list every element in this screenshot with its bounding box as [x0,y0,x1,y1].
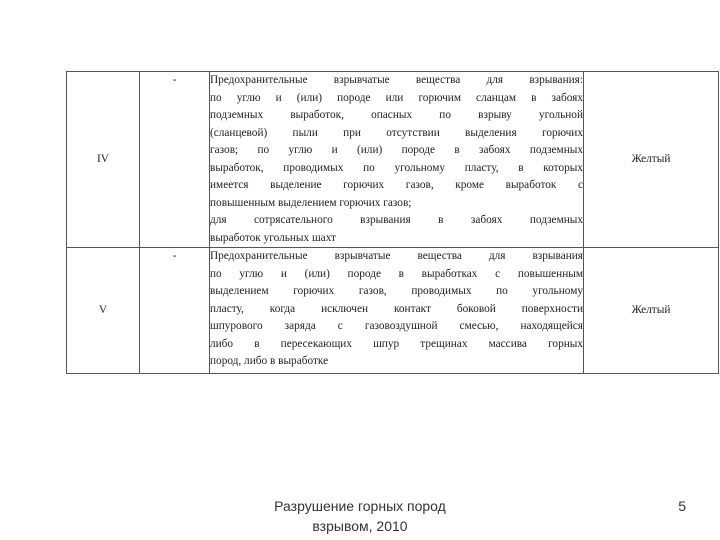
description-line: выделением горючих газов, проводимых по угольному [210,285,583,297]
marker-cell: - [140,248,210,374]
description-line: по углю и (или) породе в выработках с повышенным [210,267,583,280]
description-line: пород, либо в выработке [210,355,329,367]
description-line: (сланцевой) пыли при отсутствии выделения горючих [210,126,583,139]
description-line: газов; по углю и (или) породе в забоях подземных [210,144,583,156]
description-line: Предохранительные взрывчатые вещества для взрывания: [210,74,583,86]
description-line: пласту, когда исключен контакт боковой поверхности [210,302,583,315]
marking-color-cell: Желтый [584,72,719,248]
explosives-class-table [66,71,719,374]
description-line: шпурового заряда с газовоздушной смесью, находящейся [210,320,583,332]
marking-color-cell: Желтый [584,248,719,374]
application-description [210,72,584,248]
description-line: выработок угольных шахт [210,231,336,244]
marker-cell: - [140,72,210,248]
description-line: Предохранительные взрывчатые вещества для взрывания [210,250,583,262]
footer-subtitle: взрывом, 2010 [312,518,408,534]
hazard-class-cell: IV [67,72,140,248]
footer-title: Разрушение горных пород [274,498,446,514]
description-line: либо в пересекающих шпур трещинах массива горных [210,337,583,350]
page-number: 5 [678,498,686,514]
hazard-class-cell: V [67,248,140,374]
table-row [67,248,719,374]
application-description [210,248,584,374]
slide-footer [250,496,470,536]
description-line: для сотрясательного взрывания в забоях подземных [210,214,583,226]
description-line: подземных выработок, опасных по взрыву угольной [210,109,583,121]
description-line: повышенным выделением горючих газов; [210,196,412,209]
description-line: по углю и (или) породе или горючим сланцам в забоях [210,91,583,104]
description-line: имеется выделение горючих газов, кроме выработок с [210,179,583,191]
table-row [67,72,719,248]
description-line: выработок, проводимых по угольному пласту, в которых [210,161,583,174]
